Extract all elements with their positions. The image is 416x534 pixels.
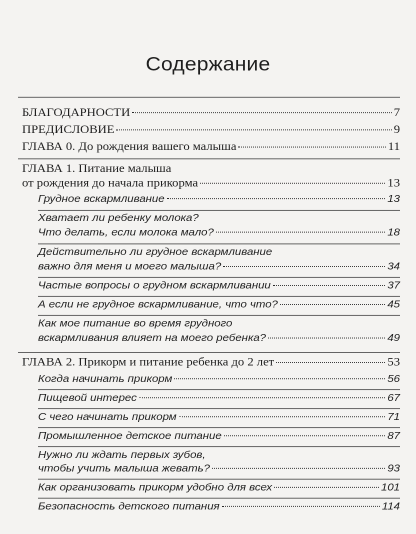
toc-entry-page: 45 bbox=[387, 299, 400, 311]
toc-entry-title: Промышленное детское питание bbox=[38, 430, 222, 442]
toc-entry-page: 34 bbox=[387, 261, 400, 273]
subsection-divider bbox=[38, 296, 400, 297]
toc-entry-page: 9 bbox=[393, 123, 400, 136]
section-divider bbox=[18, 352, 400, 353]
subsection-divider bbox=[38, 408, 400, 409]
toc-entry[interactable] bbox=[22, 106, 400, 120]
toc-entry[interactable] bbox=[38, 463, 400, 477]
toc-entry[interactable] bbox=[38, 393, 400, 407]
subsection-divider bbox=[38, 446, 400, 447]
toc-entry[interactable] bbox=[38, 501, 400, 515]
dot-leader bbox=[222, 506, 380, 507]
dot-leader bbox=[167, 198, 386, 199]
toc-entry[interactable] bbox=[38, 374, 400, 388]
toc-entry[interactable] bbox=[38, 412, 400, 426]
toc-entry-title: ПРЕДИСЛОВИЕ bbox=[22, 123, 115, 136]
toc-entry[interactable] bbox=[38, 482, 400, 496]
dot-leader bbox=[268, 338, 385, 339]
dot-leader bbox=[216, 232, 386, 233]
toc-entry-title: ГЛАВА 2. Прикорм и питание ребенка до 2 лет bbox=[22, 355, 275, 369]
toc-entry-page: 13 bbox=[387, 193, 400, 205]
toc-entry-page: 67 bbox=[387, 392, 400, 404]
toc-entry-page: 114 bbox=[381, 501, 400, 513]
toc-entry-title: Частые вопросы о грудном вскармливании bbox=[38, 280, 271, 292]
toc-entry[interactable] bbox=[22, 140, 400, 154]
toc-entry-title: от рождения до начала прикорма bbox=[22, 176, 199, 190]
toc-entry-title: Когда начинать прикорм bbox=[38, 373, 173, 385]
dot-leader bbox=[224, 435, 386, 436]
subsection-divider bbox=[38, 243, 400, 244]
toc-entry-title-line1: ГЛАВА 1. Питание малыша bbox=[22, 161, 172, 175]
toc-entry-page: 7 bbox=[393, 105, 400, 119]
toc-entry-page: 37 bbox=[387, 280, 400, 292]
toc-entry[interactable] bbox=[38, 194, 400, 208]
dot-leader bbox=[238, 147, 385, 148]
dot-leader bbox=[132, 112, 391, 113]
subsection-divider bbox=[38, 427, 400, 428]
page-title: Содержание bbox=[145, 54, 271, 76]
toc-entry[interactable] bbox=[38, 431, 400, 445]
toc-entry-title: ГЛАВА 0. До рождения вашего малыша bbox=[22, 140, 237, 153]
toc-entry[interactable] bbox=[38, 227, 400, 241]
subsection-divider bbox=[38, 389, 400, 390]
dot-leader bbox=[179, 416, 386, 417]
toc-entry-title: Грудное вскармливание bbox=[38, 193, 165, 205]
toc-entry-page: 71 bbox=[387, 411, 400, 423]
toc-entry-title: чтобы учить малыша жевать? bbox=[38, 463, 210, 475]
subsection-divider bbox=[38, 210, 400, 211]
toc-entry-page: 49 bbox=[387, 333, 400, 344]
dot-leader bbox=[273, 285, 386, 286]
title-divider bbox=[18, 97, 400, 98]
toc-entry-title-line1: Действительно ли грудное вскармливание bbox=[38, 247, 273, 258]
toc-entry-page: 87 bbox=[387, 430, 400, 442]
subsection-divider bbox=[38, 315, 400, 316]
section-divider bbox=[18, 158, 400, 159]
toc-entry-title: С чего начинать прикорм bbox=[38, 411, 177, 423]
dot-leader bbox=[274, 487, 379, 488]
toc-entry[interactable] bbox=[22, 176, 400, 190]
toc-entry-title-line1: Как мое питание во время грудного bbox=[38, 318, 233, 330]
toc-entry-title: Как организовать прикорм удобно для всех bbox=[38, 482, 273, 494]
dot-leader bbox=[174, 378, 385, 379]
toc-entry-title: Что делать, если молока мало? bbox=[38, 227, 214, 239]
dot-leader bbox=[276, 362, 385, 363]
dot-leader bbox=[280, 304, 385, 305]
subsection-divider bbox=[38, 479, 400, 480]
toc-entry-page: 53 bbox=[387, 355, 400, 369]
toc-entry-title: вскармливания влияет на моего ребенка? bbox=[38, 333, 266, 344]
toc-entry-page: 18 bbox=[387, 227, 400, 239]
toc-entry-page: 11 bbox=[387, 140, 400, 153]
toc-entry-page: 56 bbox=[387, 373, 400, 385]
toc-entry-title-line1: Хватает ли ребенку молока? bbox=[38, 212, 199, 224]
toc-entry-page: 93 bbox=[387, 463, 400, 475]
toc-entry-page: 13 bbox=[387, 176, 400, 190]
dot-leader bbox=[139, 397, 386, 398]
toc-entry-title: Безопасность детского питания bbox=[38, 501, 220, 513]
toc-entry[interactable] bbox=[38, 281, 400, 295]
toc-entry-page: 101 bbox=[380, 482, 400, 494]
dot-leader bbox=[223, 266, 385, 267]
toc-entry-title: БЛАГОДАРНОСТИ bbox=[22, 105, 131, 119]
dot-leader bbox=[212, 468, 385, 469]
toc-entry-title: Пищевой интерес bbox=[38, 392, 137, 404]
toc-entry[interactable] bbox=[38, 300, 400, 314]
toc-entry[interactable] bbox=[22, 123, 400, 137]
toc-entry[interactable] bbox=[38, 333, 400, 347]
dot-leader bbox=[200, 183, 385, 184]
toc-entry-title: А если не грудное вскармливание, что что? bbox=[38, 299, 278, 311]
toc-entry-title-line1: Нужно ли ждать первых зубов, bbox=[38, 449, 206, 461]
toc-entry-title: важно для меня и моего малыша? bbox=[38, 261, 222, 273]
toc-entry[interactable] bbox=[38, 262, 400, 276]
subsection-divider bbox=[38, 498, 400, 499]
subsection-divider bbox=[38, 277, 400, 278]
toc-entry[interactable] bbox=[22, 356, 400, 370]
dot-leader bbox=[116, 129, 391, 130]
